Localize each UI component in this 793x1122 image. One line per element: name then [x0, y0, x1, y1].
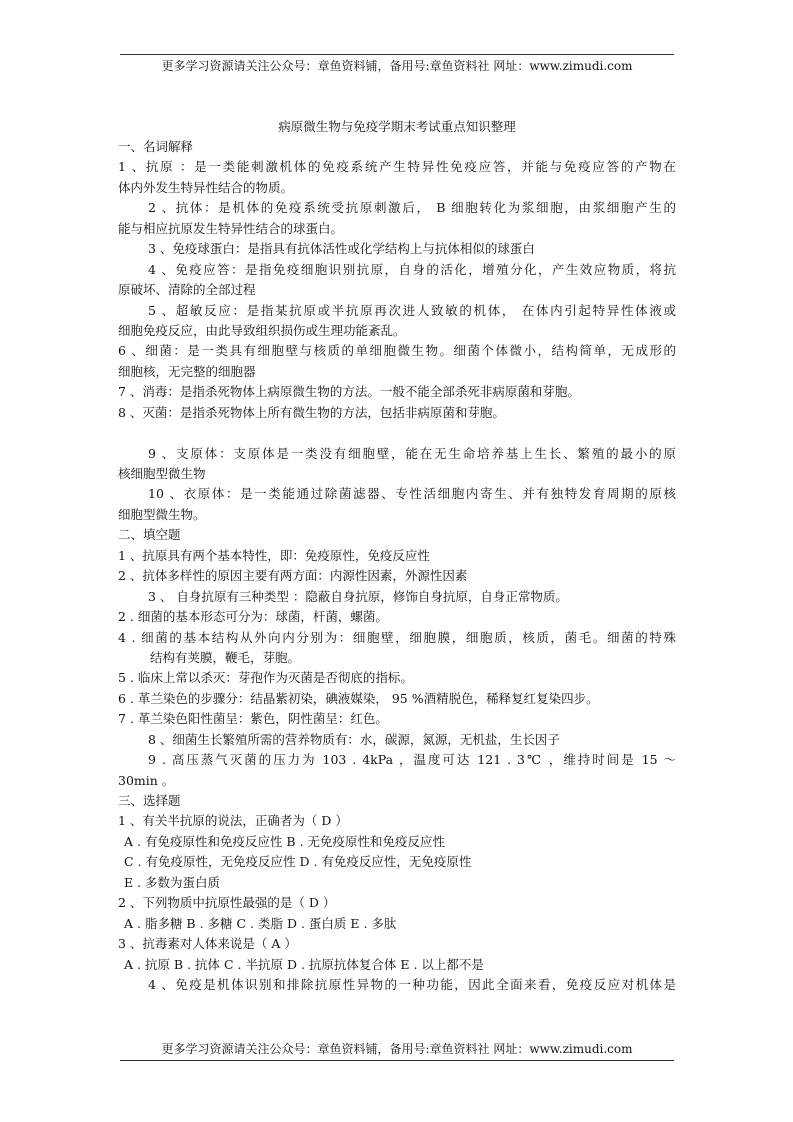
text-line: 30min 。	[118, 772, 175, 788]
text-line: 2 、抗体：是机体的免疫系统受抗原刺激后， B 细胞转化为浆细胞，由浆细胞产生的	[148, 200, 676, 216]
text-line: 8 、灭菌：是指杀死物体上所有微生物的方法，包括非病原菌和芽胞。	[118, 404, 505, 420]
text-line: 原破坏、清除的全部过程	[118, 282, 256, 298]
text-line: 能与相应抗原发生特异性结合的球蛋白。	[118, 220, 344, 236]
text-line: 7 . 革兰染色阳性菌呈：紫色，阴性菌呈：红色。	[118, 711, 388, 727]
text-line: 9 . 高压蒸气灭菌的压力为 103 . 4kPa ，温度可达 121 . 3℃ ，维持时间是 15 ～	[148, 752, 676, 768]
page-header: 更多学习资源请关注公众号：章鱼资料铺，备用号:章鱼资料社 网址：www.zimudi.com	[161, 59, 633, 73]
text-line: 1 、抗原具有两个基本特性，即：免疫原性，免疫反应性	[118, 547, 430, 563]
option-line: C . 有免疫原性，无免疫反应性 D . 有免疫反应性，无免疫原性	[124, 854, 472, 870]
text-line: 体内外发生特异性结合的物质。	[118, 179, 294, 195]
option-line: A . 脂多糖 B . 多糖 C . 类脂 D . 蛋白质 E . 多肽	[124, 915, 397, 931]
section-heading: 三、选择题	[118, 793, 181, 808]
footer-rule	[120, 1060, 674, 1061]
text-line: 5 . 临床上常以杀灭：芽孢作为灭菌是否彻底的指标。	[118, 670, 413, 686]
blank-line	[118, 423, 676, 443]
question-line: 4 、免疫是机体识别和排除抗原性异物的一种功能，因此全面来看，免疫反应对机体是	[148, 976, 676, 992]
question-line: 3 、抗毒素对人体来说是（ A ）	[118, 936, 297, 952]
text-line: 细胞型微生物。	[118, 506, 206, 522]
option-line: A . 有免疫原性和免疫反应性 B . 无免疫原性和免疫反应性	[124, 833, 446, 849]
document-title: 病原微生物与免疫学期末考试重点知识整理	[278, 119, 516, 134]
page-footer: 更多学习资源请关注公众号：章鱼资料铺，备用号:章鱼资料社 网址：www.zimudi.com	[161, 1042, 633, 1056]
text-line: 核细胞型微生物	[118, 466, 206, 481]
text-line: 5 、超敏反应：是指某抗原或半抗原再次进人致敏的机体， 在体内引起特异性体液或	[148, 302, 676, 318]
section-heading: 一、名词解释	[118, 139, 194, 154]
text-line: 9 、支原体：支原体是一类没有细胞壁，能在无生命培养基上生长、繁殖的最小的原	[148, 445, 676, 461]
text-line: 6 、细菌：是一类具有细胞壁与核质的单细胞微生物。细菌个体微小，结构简单，无成形的	[118, 343, 676, 359]
text-line: 1 、抗原 ：是一类能刺激机体的免疫系统产生特异性免疫应答，并能与免疫应答的产物在	[118, 159, 676, 175]
text-line: 3 、 自身抗原有三种类型 ：隐蔽自身抗原，修饰自身抗原，自身正常物质。	[148, 588, 568, 604]
text-line: 7 、消毒：是指杀死物体上病原微生物的方法。一般不能全部杀死非病原菌和芽胞。	[118, 384, 580, 400]
text-line: 8 、细菌生长繁殖所需的营养物质有：水，碳源，氮源，无机盐，生长因子	[148, 731, 560, 747]
text-line: 细胞核，无完整的细胞器	[118, 363, 256, 379]
header-rule	[120, 54, 674, 55]
question-line: 1 、有关半抗原的说法，正确者为（ D ）	[118, 813, 348, 829]
text-line: 2 、抗体多样性的原因主要有两方面：内源性因素，外源性因素	[118, 568, 468, 584]
document-body	[118, 117, 676, 995]
text-line: 细胞免疫反应，由此导致组织损伤或生理功能紊乱。	[118, 322, 406, 338]
text-line: 4 、免疫应答：是指免疫细胞识别抗原，自身的活化，增殖分化，产生效应物质，将抗	[148, 261, 676, 277]
section-heading: 二、填空题	[118, 527, 181, 543]
text-line: 2 . 细菌的基本形态可分为：球菌，杆菌，螺菌。	[118, 609, 388, 625]
question-line: 2 、下列物质中抗原性最强的是（ D ）	[118, 895, 336, 911]
text-line: 10 、衣原体：是一类能通过除菌滤器、专性活细胞内寄生、并有独特发育周期的原核	[148, 486, 676, 502]
option-line: E . 多数为蛋白质	[124, 874, 221, 890]
option-line: A . 抗原 B . 抗体 C . 半抗原 D . 抗原抗体复合体 E . 以上都不是	[124, 956, 484, 972]
text-line: 6 . 革兰染色的步骤分：结晶紫初染，碘液媒染， 95 %酒精脱色，稀释复红复染四步。	[118, 690, 599, 706]
text-line: 结构有荚膜，鞭毛，芽胞。	[150, 649, 301, 665]
text-line: 3 、免疫球蛋白：是指具有抗体活性或化学结构上与抗体相似的球蛋白	[148, 241, 535, 257]
text-line: 4 . 细菌的基本结构从外向内分别为：细胞壁，细胞膜，细胞质，核质，菌毛。细菌的特殊	[118, 629, 676, 645]
